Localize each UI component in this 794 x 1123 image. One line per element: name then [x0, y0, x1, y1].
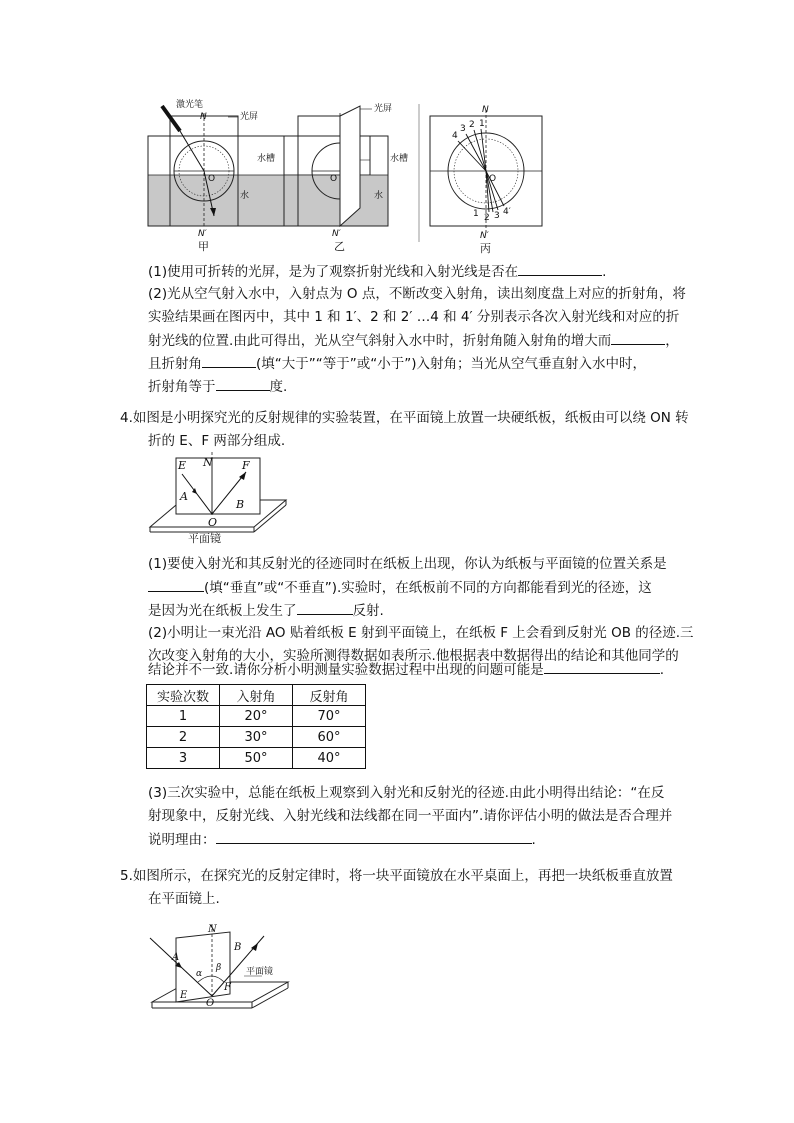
- q5-fig-alpha: α: [196, 969, 203, 979]
- q5-fig-o: O: [206, 998, 215, 1009]
- q3-part2-line4: [148, 352, 646, 376]
- q3-part1-blank[interactable]: [518, 260, 602, 276]
- q3-part2-line3-end: ，: [665, 333, 679, 349]
- q4-part1-line3: [148, 599, 384, 623]
- q4-part3-blank-reason[interactable]: [216, 828, 532, 844]
- jia-caption: 甲: [198, 240, 209, 253]
- table-cell: 3: [147, 748, 220, 769]
- q5-fig-n: N: [208, 924, 217, 935]
- table-cell: 70°: [293, 706, 366, 727]
- q3-part2-blank-trend[interactable]: [611, 329, 665, 345]
- table-cell: 30°: [220, 727, 293, 748]
- q3-part2-line3-text: 射光线的位置.由此可得出，光从空气斜射入水中时，折射角随入射角的增大而: [148, 333, 612, 349]
- q3-part2-line4-text: 且折射角: [148, 356, 202, 372]
- q3-part2-line5: [148, 375, 287, 399]
- q4-stem-line2: 折的 E、F 两部分组成.: [148, 433, 286, 449]
- bing-out-2: 2: [484, 213, 490, 223]
- q5-stem-line1: 5.如图所示，在探究光的反射定律时，将一块平面镜放在水平桌面上，再把一块纸板垂直放置: [120, 868, 673, 884]
- table-header-row: [147, 685, 366, 706]
- q4-part1-line3-end: 反射.: [352, 603, 384, 619]
- q4-fig-f: F: [242, 459, 250, 472]
- jia-water-label: 水: [240, 191, 250, 201]
- q3-part2-line2: 实验结果画在图丙中，其中 1 和 1′、2 和 2′ …4 和 4′ 分别表示各次入射光线和对应的折: [148, 309, 680, 325]
- q4-part3-line3-end: .: [531, 832, 536, 848]
- figure-q4-mirror: [148, 452, 298, 547]
- q3-part2-line5-end: 度.: [269, 379, 288, 395]
- bing-o-label: O: [489, 174, 497, 184]
- q4-part3-line2: 射现象中，反射光线、入射光线和法线都在同一平面内”.请你评估小明的做法是否合理并: [148, 808, 673, 824]
- q4-fig-a: A: [180, 490, 188, 503]
- divider: [418, 104, 422, 244]
- q3-part2-line5-text: 折射角等于: [148, 379, 216, 395]
- q5-fig-e: E: [180, 990, 188, 1001]
- table-header-cell: 实验次数: [147, 685, 220, 706]
- q4-fig-o: O: [208, 516, 218, 529]
- q4-part2-blank-problem[interactable]: [544, 658, 660, 674]
- yi-nprime-label: N′: [332, 229, 341, 239]
- figure-q5-mirror: [148, 922, 298, 1022]
- q3-part1-end: .: [602, 264, 607, 280]
- q5-fig-beta: β: [216, 963, 222, 973]
- q3-part2-line3: [148, 329, 679, 353]
- q5-fig-b: B: [234, 942, 242, 953]
- q4-part2-line3-end: .: [659, 662, 665, 678]
- table-cell: 60°: [293, 727, 366, 748]
- q4-fig-b: B: [236, 498, 245, 511]
- jia-laser-label: 激光笔: [176, 100, 204, 110]
- q4-part1-line2: [148, 576, 652, 600]
- table-header-cell: 入射角: [220, 685, 293, 706]
- bing-in-4: 4: [452, 131, 458, 141]
- q4-data-table: [146, 684, 366, 769]
- q3-part2-blank-degree[interactable]: [216, 375, 270, 391]
- q4-part3-line1: (3)三次实验中，总能在纸板上观察到入射光和反射光的径迹.由此小明得出结论：“在反: [148, 785, 665, 801]
- yi-tank-label: 水槽: [390, 154, 409, 164]
- q4-part1-line2-text: (填“垂直”或“不垂直”).实验时，在纸板前不同的方向都能看到光的径迹，这: [204, 580, 652, 596]
- q3-part2-line4-end: (填“大于”“等于”或“小于”)入射角；当光从空气垂直射入水中时，: [256, 356, 646, 372]
- q3-part2-blank-compare[interactable]: [202, 352, 256, 368]
- q4-fig-e: E: [178, 459, 187, 472]
- q4-part3-line3: [148, 828, 536, 852]
- table-header-cell: 反射角: [293, 685, 366, 706]
- q4-stem-line1: 4.如图是小明探究光的反射规律的实验装置，在平面镜上放置一块硬纸板，纸板由可以绕 ON 转: [120, 410, 689, 426]
- bing-nprime-label: N′: [480, 231, 489, 241]
- table-cell: 20°: [220, 706, 293, 727]
- yi-screen-label: 光屏: [374, 104, 393, 114]
- q4-fig-mirror-label: 平面镜: [188, 532, 221, 545]
- bing-in-3: 3: [460, 124, 466, 134]
- q4-part2-line3: [148, 658, 664, 682]
- table-row: [147, 748, 366, 769]
- jia-nprime-label: N′: [198, 229, 207, 239]
- table-cell: 50°: [220, 748, 293, 769]
- q4-part2-line1: (2)小明让一束光沿 AO 贴着纸板 E 射到平面镜上，在纸板 F 上会看到反射光 OB 的径迹.三: [148, 625, 694, 641]
- q4-part1-line3-text: 是因为光在纸板上发生了: [148, 603, 297, 619]
- table-cell: 1: [147, 706, 220, 727]
- table-cell: 2: [147, 727, 220, 748]
- q4-part1-line1: (1)要使入射光和其反射光的径迹同时在纸板上出现，你认为纸板与平面镜的位置关系是: [148, 556, 667, 572]
- bing-n-label: N: [482, 105, 489, 115]
- q5-fig-a: A: [172, 952, 180, 963]
- bing-in-1: 1: [479, 119, 485, 129]
- bing-out-1: 1: [473, 209, 479, 219]
- yi-o-label: O: [330, 174, 338, 184]
- bing-in-2: 2: [469, 120, 475, 130]
- q5-fig-mirror-label: 平面镜: [246, 967, 274, 977]
- yi-caption: 乙: [334, 240, 345, 253]
- q4-fig-n: N: [203, 456, 213, 469]
- jia-o-label: O: [208, 174, 216, 184]
- jia-screen-label: 光屏: [240, 112, 259, 122]
- table-cell: 40°: [293, 748, 366, 769]
- bing-out-3: 3: [494, 211, 500, 221]
- q4-part1-blank-reflection[interactable]: [297, 599, 353, 615]
- q4-part1-blank-position[interactable]: [148, 576, 204, 592]
- figure-yi: [278, 98, 418, 253]
- jia-n-label: N: [200, 112, 207, 122]
- q5-fig-f: F: [224, 982, 231, 993]
- q3-part1: [148, 260, 606, 284]
- q3-part2-line1: (2)光从空气射入水中，入射点为 O 点，不断改变入射角，读出刻度盘上对应的折射角，将: [148, 286, 686, 302]
- q4-part2-line3-text: 结论并不一致.请你分析小明测量实验数据过程中出现的问题可能是: [148, 662, 544, 678]
- q4-part3-line3-text: 说明理由：: [148, 832, 216, 848]
- q3-part1-text: (1)使用可折转的光屏，是为了观察折射光线和入射光线是否在: [148, 264, 519, 280]
- q4-part2-line2: 次改变入射角的大小，实验所测得数据如表所示.他根据表中数据得出的结论和其他同学的: [148, 648, 679, 664]
- table-row: [147, 727, 366, 748]
- jia-tank-label: 水槽: [257, 154, 276, 164]
- table-row: [147, 706, 366, 727]
- bing-caption: 丙: [480, 242, 491, 255]
- bing-out-4: 4′: [503, 207, 511, 217]
- q5-stem-line2: 在平面镜上.: [148, 891, 220, 907]
- yi-water-label: 水: [374, 191, 384, 201]
- figure-bing: [428, 104, 553, 254]
